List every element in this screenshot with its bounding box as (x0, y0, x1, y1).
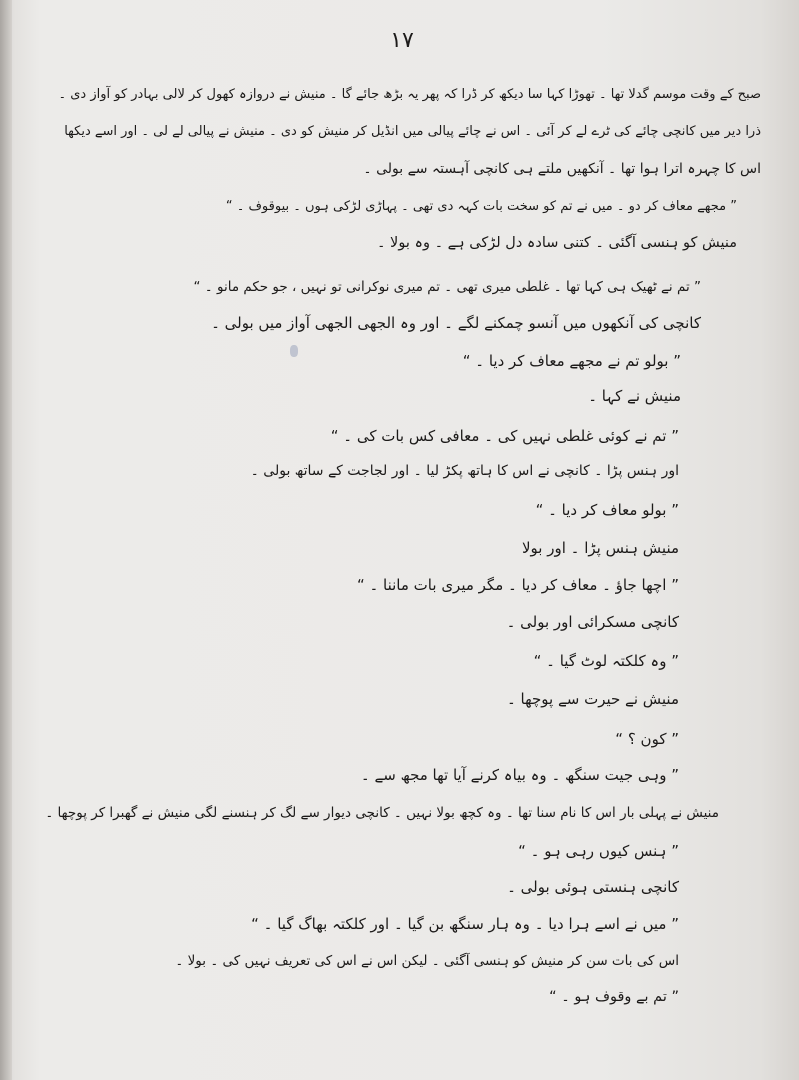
text-line: کانچی مسکرائی اور بولی ۔ (506, 613, 679, 631)
text-line: ” تم نے کوئی غلطی نہیں کی ۔ معافی کس بات کی ۔ “ (330, 427, 679, 445)
text-line: اس کی بات سن کر منیش کو ہنسی آگئی ۔ لیکن اس نے اس کی تعریف نہیں کی ۔ بولا ۔ (175, 953, 679, 969)
text-line: منیش کو ہنسی آگئی ۔ کتنی سادہ دل لڑکی ہے ۔ وہ بولا ۔ (376, 235, 737, 251)
text-line: منیش ہنس پڑا ۔ اور بولا (521, 539, 679, 557)
text-line: ” وہ کلکتہ لوٹ گیا ۔ “ (533, 652, 679, 670)
text-line: منیش نے حیرت سے پوچھا ۔ (506, 690, 679, 708)
text-line: ” کون ؟ “ (615, 730, 679, 748)
text-line: صبح کے وقت موسم گدلا تھا ۔ تھوڑا کہا سا دیکھ کر ڈرا کہ پھر یہ بڑھ جائے گا ۔ منیش نے دروازہ کھول کر لالی بہادر کو آواز دی ۔ (58, 87, 761, 102)
text-line: اور ہنس پڑا ۔ کانچی نے اس کا ہاتھ پکڑ لیا ۔ اور لجاجت کے ساتھ بولی ۔ (250, 463, 679, 479)
text-line: کانچی کی آنکھوں میں آنسو چمکنے لگے ۔ اور وہ الجھی الجھی آواز میں بولی ۔ (211, 314, 701, 332)
text-line: اس کا چہرہ اترا ہوا تھا ۔ آنکھیں ملتے ہی کانچی آہستہ سے بولی ۔ (363, 161, 761, 177)
text-line: منیش نے پہلی بار اس کا نام سنا تھا ۔ وہ کچھ بولا نہیں ۔ کانچی دیوار سے لگ کر ہنسنے لگی منیش نے گھبرا کر پوچھا ۔ (45, 805, 719, 821)
page-number: ۱۷ (390, 28, 414, 53)
text-line: ” وہی جیت سنگھ ۔ وہ بیاہ کرنے آیا تھا مجھ سے ۔ (360, 766, 679, 784)
text-line: ” بولو معاف کر دیا ۔ “ (535, 501, 679, 519)
text-line: ذرا دیر میں کانچی چائے کی ٹرے لے کر آئی ۔ اس نے چائے پیالی میں انڈیل کر منیش کو دی ۔ منیش نے پیالی لے لی ۔ اور اسے دیکھا (64, 124, 761, 139)
text-line: منیش نے کہا ۔ (588, 387, 681, 405)
text-line: ” تم نے ٹھیک ہی کہا تھا ۔ غلطی میری تھی ۔ تم میری نوکرانی تو نہیں ، جو حکم مانو ۔ “ (193, 279, 701, 295)
text-line: ” تم بے وقوف ہو ۔ “ (549, 989, 679, 1005)
text-line: ” مجھے معاف کر دو ۔ میں نے تم کو سخت بات کہہ دی تھی ۔ پہاڑی لڑکی ہوں ۔ بیوقوف ۔ “ (225, 199, 737, 214)
text-line: ” میں نے اسے ہرا دیا ۔ وہ ہار سنگھ بن گیا ۔ اور کلکتہ بھاگ گیا ۔ “ (251, 915, 679, 933)
text-line: ” اچھا جاؤ ۔ معاف کر دیا ۔ مگر میری بات ماننا ۔ “ (356, 576, 679, 594)
text-line: کانچی ہنستی ہوئی بولی ۔ (507, 878, 679, 896)
text-line: ” بولو تم نے مجھے معاف کر دیا ۔ “ (462, 352, 681, 370)
text-line: ” ہنس کیوں رہی ہو ۔ “ (518, 842, 679, 860)
